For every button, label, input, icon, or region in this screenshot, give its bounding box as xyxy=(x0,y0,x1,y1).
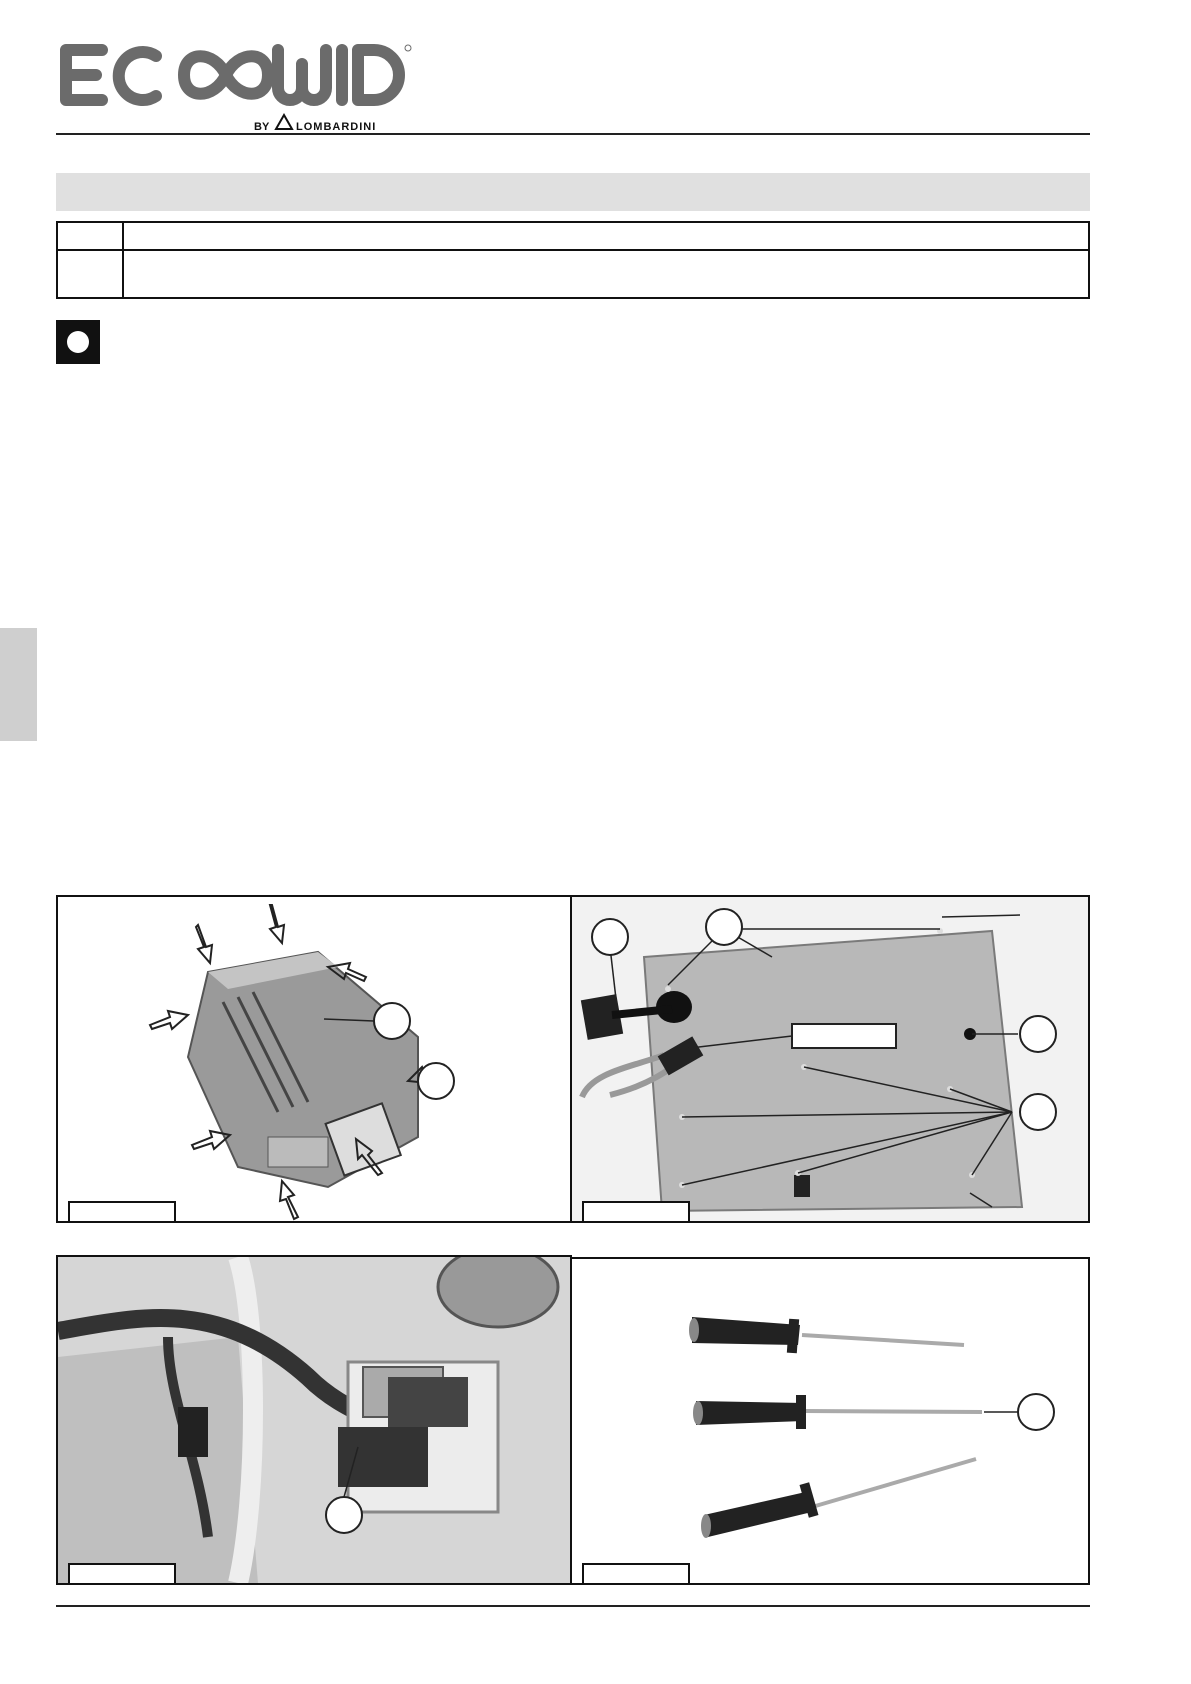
figure-wiring-connector xyxy=(56,1255,572,1585)
figure-control-unit xyxy=(56,895,572,1223)
note-icon xyxy=(56,320,100,364)
footer-rule xyxy=(56,1605,1090,1607)
figure-label xyxy=(68,1563,176,1585)
control-unit-illustration xyxy=(58,897,570,1221)
table-cell xyxy=(123,250,1089,298)
svg-text:LOMBARDINI: LOMBARDINI xyxy=(296,121,377,133)
table-cell xyxy=(123,222,1089,250)
side-tab xyxy=(0,628,37,741)
mounting-plate-illustration xyxy=(572,897,1088,1221)
figure-mounting-plate xyxy=(570,895,1090,1223)
svg-text:BY: BY xyxy=(254,121,270,133)
header-rule xyxy=(56,133,1090,135)
wiring-connector-illustration xyxy=(58,1257,570,1583)
info-table xyxy=(56,221,1090,299)
ecowind-logo xyxy=(56,38,416,134)
rivets-illustration xyxy=(572,1259,1088,1583)
figure-label xyxy=(68,1201,176,1223)
figure-label xyxy=(582,1563,690,1585)
table-cell xyxy=(57,222,123,250)
section-title-bar xyxy=(56,173,1090,211)
table-row xyxy=(57,250,1089,298)
figure-label xyxy=(582,1201,690,1223)
table-cell xyxy=(57,250,123,298)
figure-rivets xyxy=(570,1257,1090,1585)
table-row xyxy=(57,222,1089,250)
